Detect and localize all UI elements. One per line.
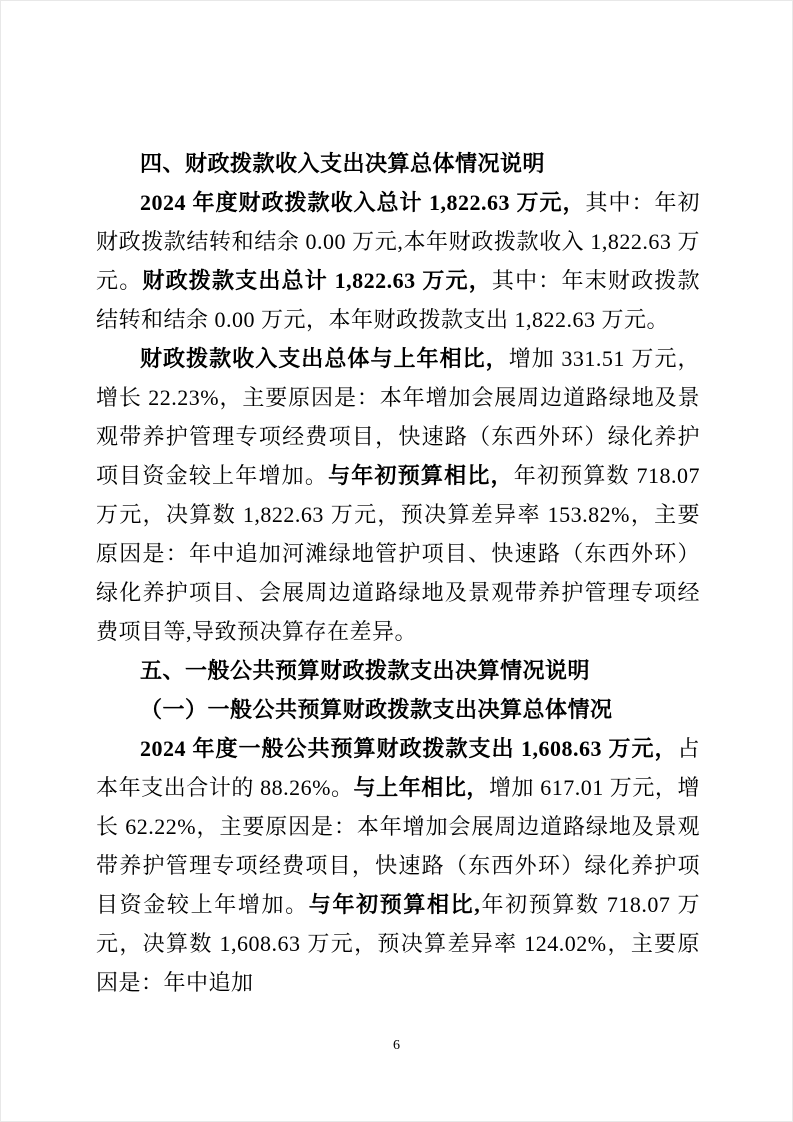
paragraph-fiscal-totals — [96, 183, 700, 339]
emphasis-text-run: 与上年相比， — [353, 775, 489, 800]
body-text-run: 年初预算数 718.07 万元，决算数 1,608.63 万元，预决算差异率 124.02%，主要原因是：年中追加 — [96, 892, 700, 995]
section-heading-general-public-budget: 五、一般公共预算财政拨款支出决算情况说明 — [140, 658, 591, 683]
body-text-run: 年初预算数 718.07 万元，决算数 1,822.63 万元，预决算差异率 153.82%，主要原因是：年中追加河滩绿地管护项目、快速路（东西外环）绿化养护项目、会展周边道路绿地及景观带养护管理专项经费项目等,导致预决算存在差异。 — [96, 463, 700, 644]
body-text-run: 增加 331.51 万元，增长 22.23%，主要原因是：本年增加会展周边道路绿地及景观带养护管理专项经费项目，快速路（东西外环）绿化养护项目资金较上年增加。 — [96, 346, 700, 488]
body-text-run: 占本年支出合计的 88.26%。 — [96, 736, 700, 800]
paragraph-fiscal-comparison — [96, 339, 700, 651]
subsection-heading-overall-situation: （一）一般公共预算财政拨款支出决算总体情况 — [140, 697, 613, 722]
emphasis-text-run: 与年初预算相比, — [308, 892, 481, 917]
emphasis-text-run: 2024 年度一般公共预算财政拨款支出 1,608.63 万元， — [140, 736, 678, 761]
section-heading-fiscal-overview: 四、财政拨款收入支出决算总体情况说明 — [140, 151, 546, 176]
emphasis-text-run: 财政拨款支出总计 1,822.63 万元， — [142, 268, 492, 293]
emphasis-text-run: 2024 年度财政拨款收入总计 1,822.63 万元， — [140, 190, 586, 215]
body-text-run: 增加 617.01 万元，增长 62.22%，主要原因是：本年增加会展周边道路绿地及景观带养护管理专项经费项目，快速路（东西外环）绿化养护项目资金较上年增加。 — [96, 775, 700, 917]
page-number: 6 — [393, 1038, 400, 1053]
body-text-run: 其中：年初财政拨款结转和结余 0.00 万元,本年财政拨款收入 1,822.63 万元。 — [96, 190, 700, 293]
body-text-run: 其中：年末财政拨款结转和结余 0.00 万元，本年财政拨款支出 1,822.63 万元。 — [96, 268, 700, 332]
emphasis-text-run: 与年初预算相比， — [328, 463, 514, 488]
document-content — [96, 144, 700, 1002]
emphasis-text-run: 财政拨款收入支出总体与上年相比， — [140, 346, 509, 371]
paragraph-general-budget-expenditure — [96, 729, 700, 1002]
